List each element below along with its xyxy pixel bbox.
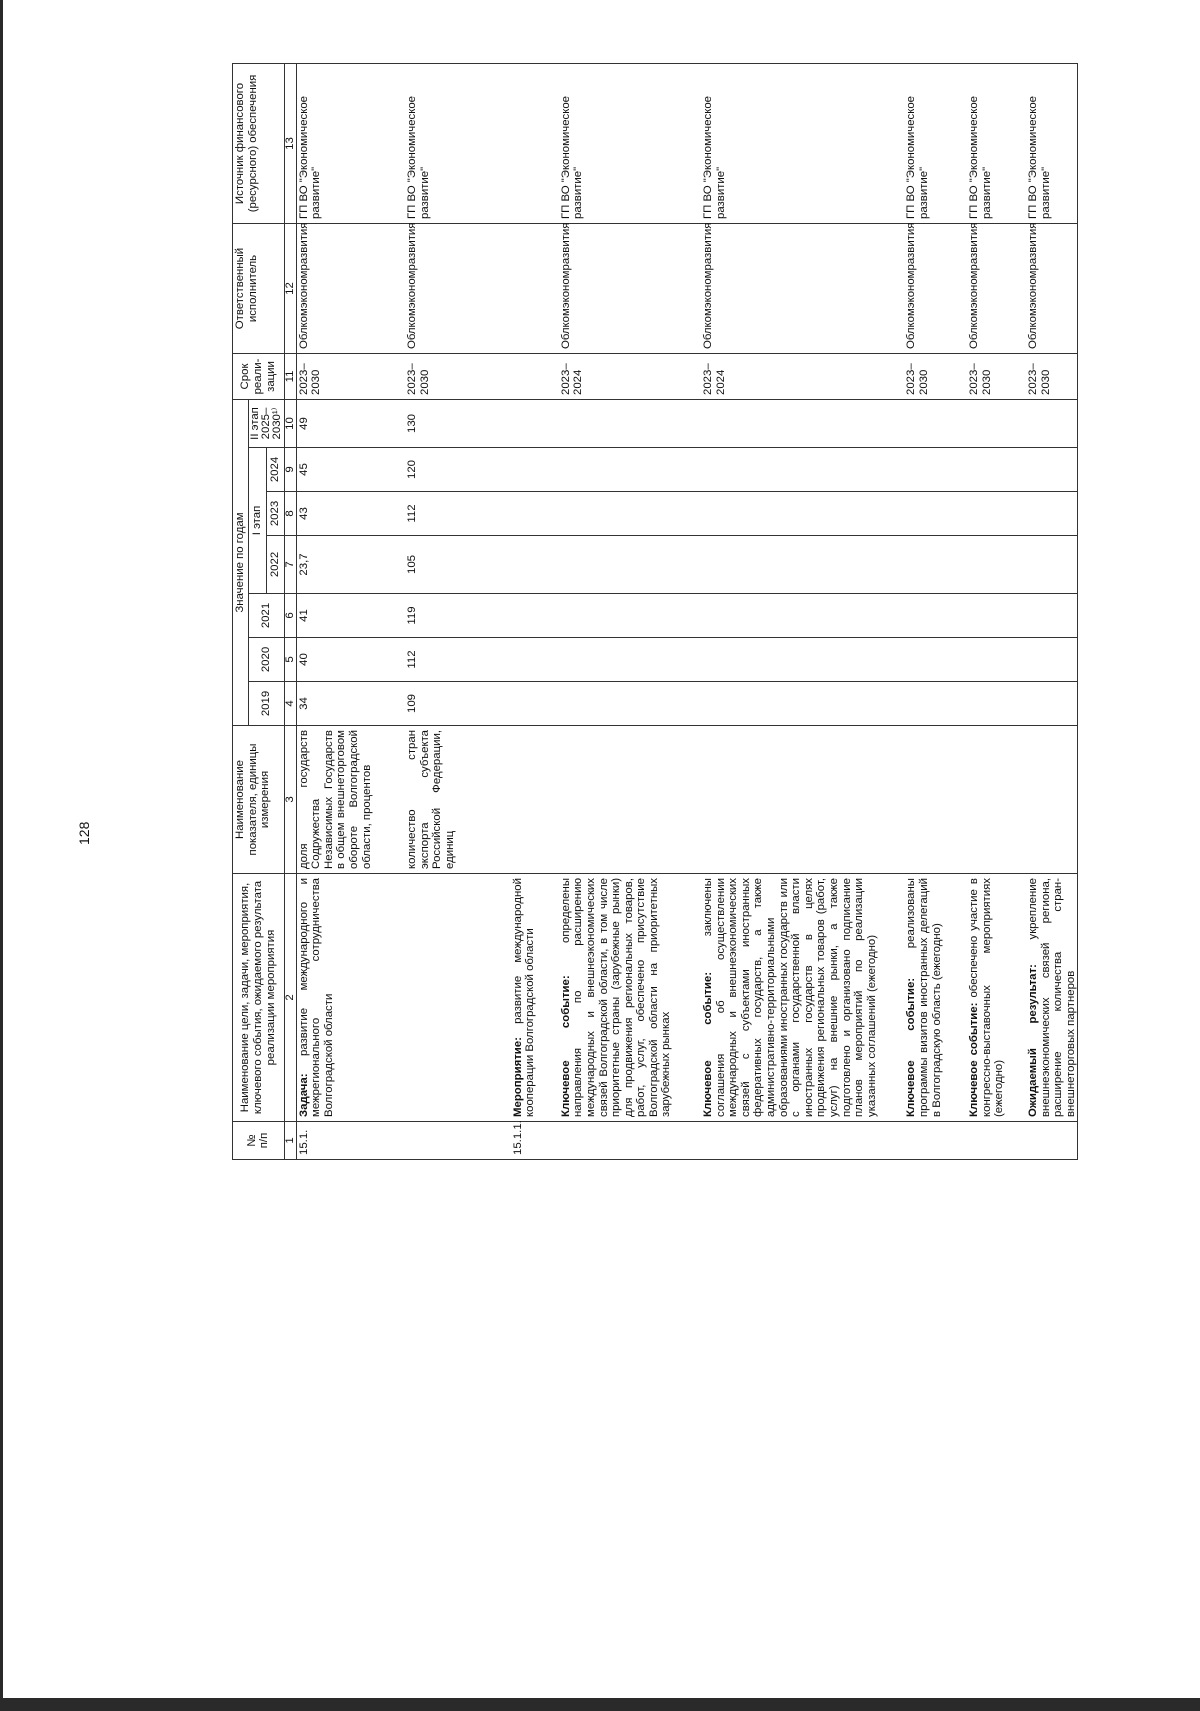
scan-edge-left — [0, 0, 3, 1711]
row-number — [904, 1122, 957, 1160]
row-lead-label: Ключевое событие: — [702, 972, 715, 1117]
header-source: Источник финансового (ресурсного) обеспечения — [233, 64, 285, 224]
row-executor — [511, 224, 549, 354]
row-name-text: развитие международной кооперации Волгоградской области — [511, 877, 537, 1117]
row-value — [1026, 638, 1078, 682]
row-executor: Облкомэкономразвития — [1026, 224, 1078, 354]
row-lead-label: Ключевое событие: — [905, 977, 918, 1117]
row-value — [1026, 594, 1078, 638]
row-value — [511, 448, 549, 492]
row-source: ГП ВО "Экономическое развитие" — [904, 64, 957, 224]
header-term: Срок реали- зации — [233, 354, 285, 400]
colnum: 13 — [284, 64, 296, 224]
row-term: 2023– 2030 — [296, 354, 395, 400]
row-spacer — [501, 64, 511, 1160]
row-indicator — [904, 726, 957, 874]
row-value: 120 — [405, 448, 500, 492]
header-year-2021: 2021 — [248, 594, 284, 638]
row-source: ГП ВО "Экономическое развитие" — [405, 64, 500, 224]
rotated-table-page — [232, 64, 1200, 1160]
colnum: 4 — [284, 682, 296, 726]
row-term: 2023– 2024 — [559, 354, 691, 400]
row-value: 41 — [296, 594, 395, 638]
row-number: 15.1. — [296, 1122, 395, 1160]
row-value — [904, 400, 957, 448]
row-value — [967, 594, 1016, 638]
row-indicator — [511, 726, 549, 874]
row-value — [1026, 536, 1078, 594]
row-lead-label: Ключевое событие: — [968, 1002, 981, 1117]
row-gap — [298, 1056, 310, 1074]
table-body — [296, 64, 1078, 1160]
row-indicator — [1026, 726, 1078, 874]
row-value — [701, 492, 894, 536]
row-spacer — [691, 64, 701, 1160]
row-number — [405, 1122, 500, 1160]
row-term: 2023– 2024 — [701, 354, 894, 400]
colnum: 6 — [284, 594, 296, 638]
row-value — [511, 594, 549, 638]
row-indicator: доля государств Содружества Независимых Государств в общем внешнеторговом обороте Волгоградской области, процентов — [296, 726, 395, 874]
row-spacer — [957, 64, 967, 1160]
row-value — [967, 400, 1016, 448]
row-term: 2023– 2030 — [1026, 354, 1078, 400]
table-row — [296, 64, 395, 1160]
header-no: № п/п — [233, 1122, 285, 1160]
row-gap — [560, 943, 572, 975]
row-value — [559, 594, 691, 638]
row-name — [559, 874, 691, 1122]
row-value — [967, 682, 1016, 726]
row-indicator — [559, 726, 691, 874]
row-gap — [968, 998, 980, 1003]
row-source — [511, 64, 549, 224]
colnum: 3 — [284, 726, 296, 874]
row-value — [559, 448, 691, 492]
row-value — [967, 448, 1016, 492]
row-term — [511, 354, 549, 400]
row-value: 34 — [296, 682, 395, 726]
row-value — [559, 638, 691, 682]
program-table — [232, 63, 1078, 1160]
row-gap — [1027, 940, 1039, 965]
row-number — [701, 1122, 894, 1160]
header-year-2020: 2020 — [248, 638, 284, 682]
row-value — [701, 536, 894, 594]
row-source: ГП ВО "Экономическое развитие" — [559, 64, 691, 224]
row-value — [511, 682, 549, 726]
colnum: 8 — [284, 492, 296, 536]
table-header — [233, 64, 297, 1160]
row-value — [904, 448, 957, 492]
row-value — [559, 536, 691, 594]
row-value — [904, 492, 957, 536]
row-value — [1026, 492, 1078, 536]
row-value: 23,7 — [296, 536, 395, 594]
row-value — [904, 536, 957, 594]
row-name — [904, 874, 957, 1122]
row-name-text: укрепление внешнеэкономических связей региона, расширение количества стран-внешнеторговых партнеров — [1026, 878, 1077, 1117]
table-row — [967, 64, 1016, 1160]
colnum: 7 — [284, 536, 296, 594]
row-value — [511, 638, 549, 682]
colnum: 11 — [284, 354, 296, 400]
row-value: 49 — [296, 400, 395, 448]
row-name — [405, 874, 500, 1122]
row-indicator — [967, 726, 1016, 874]
row-spacer — [1016, 64, 1026, 1160]
header-stage-2: II этап 2025– 2030¹⁾ — [248, 400, 284, 448]
table-row — [559, 64, 691, 1160]
row-name — [511, 874, 549, 1122]
colnum: 5 — [284, 638, 296, 682]
row-value: 40 — [296, 638, 395, 682]
header-year-2022: 2022 — [266, 536, 284, 594]
row-spacer — [894, 64, 904, 1160]
table-row — [405, 64, 500, 1160]
header-indicator: Наименование показателя, единицы измерения — [233, 726, 285, 874]
row-executor: Облкомэкономразвития — [296, 224, 395, 354]
row-executor: Облкомэкономразвития — [405, 224, 500, 354]
header-stage-1: I этап — [248, 448, 266, 594]
row-value — [904, 594, 957, 638]
row-value — [511, 492, 549, 536]
row-name-text: заключены соглашения об осуществлении международных и внешнеэкономических связей с субъектами иностранных федеративных государств, а также административно-территориальными образованиями иностранных государств или с органами государственной власти иностранных государств в целях продвижения региональных товаров (работ, услуг) на внешние рынки, а также подготовлено и организовано подписание планов мероприятий по реализации указанных соглашений (ежегодно) — [702, 878, 878, 1117]
row-number — [559, 1122, 691, 1160]
colnum: 9 — [284, 448, 296, 492]
row-number — [1026, 1122, 1078, 1160]
row-value: 105 — [405, 536, 500, 594]
row-name-text: определены направления по расширению международных и внешнеэкономических связей Волгоградской области, в том числе приоритетные страны (зарубежные рынки) для продвижения региональных товаров, работ, услуг, обеспечено присутствие Волгоградской области на приоритетных зарубежных рынках — [559, 878, 673, 1117]
row-source: ГП ВО "Экономическое развитие" — [296, 64, 395, 224]
row-name-text: обеспечено участие в конгрессно-выставочных мероприятиях (ежегодно) — [968, 878, 1006, 1117]
row-value — [701, 682, 894, 726]
column-number-row — [284, 64, 296, 1160]
header-executor: Ответственный исполнитель — [233, 224, 285, 354]
row-executor: Облкомэкономразвития — [559, 224, 691, 354]
row-value — [701, 400, 894, 448]
row-value: 112 — [405, 492, 500, 536]
row-lead-label: Ключевое событие: — [559, 975, 572, 1117]
header-year-2023: 2023 — [266, 492, 284, 536]
row-value — [511, 400, 549, 448]
colnum: 12 — [284, 224, 296, 354]
row-indicator: количество стран экспорта субъекта Российской Федерации, единиц — [405, 726, 500, 874]
row-number: 15.1.1. — [511, 1122, 549, 1160]
row-executor: Облкомэкономразвития — [701, 224, 894, 354]
row-name — [701, 874, 894, 1122]
row-indicator — [701, 726, 894, 874]
colnum: 10 — [284, 400, 296, 448]
row-source: ГП ВО "Экономическое развитие" — [967, 64, 1016, 224]
scan-edge-bottom — [0, 1698, 1200, 1711]
row-name-text: реализованы программы визитов иностранных делегаций в Волгоградскую область (ежегодно) — [905, 878, 943, 1117]
colnum: 2 — [284, 874, 296, 1122]
row-value — [967, 638, 1016, 682]
row-value — [701, 594, 894, 638]
row-name — [1026, 874, 1078, 1122]
row-value: 130 — [405, 400, 500, 448]
row-name — [296, 874, 395, 1122]
row-term: 2023– 2030 — [904, 354, 957, 400]
row-value — [1026, 400, 1078, 448]
row-value — [904, 682, 957, 726]
table-row — [904, 64, 957, 1160]
row-value: 112 — [405, 638, 500, 682]
row-executor: Облкомэкономразвития — [967, 224, 1016, 354]
row-gap — [702, 936, 714, 972]
row-executor: Облкомэкономразвития — [904, 224, 957, 354]
row-gap — [512, 1024, 524, 1037]
row-value — [1026, 448, 1078, 492]
row-name-text: развитие международного и межрегионального сотрудничества Волгоградской области — [297, 878, 335, 1117]
row-value — [1026, 682, 1078, 726]
header-values: Значение по годам — [233, 400, 249, 726]
row-value: 43 — [296, 492, 395, 536]
row-number — [967, 1122, 1016, 1160]
row-gap — [905, 948, 917, 978]
row-lead-label: Задача: — [297, 1073, 310, 1117]
row-value: 119 — [405, 594, 500, 638]
row-value — [559, 400, 691, 448]
row-value — [904, 638, 957, 682]
row-value: 109 — [405, 682, 500, 726]
row-term: 2023– 2030 — [967, 354, 1016, 400]
row-value — [967, 536, 1016, 594]
table-row — [1026, 64, 1078, 1160]
row-value — [559, 492, 691, 536]
header-year-2024: 2024 — [266, 448, 284, 492]
row-value — [967, 492, 1016, 536]
table-row — [511, 64, 549, 1160]
row-value — [511, 536, 549, 594]
row-value: 45 — [296, 448, 395, 492]
row-spacer — [395, 64, 405, 1160]
row-value — [701, 638, 894, 682]
row-lead-label: Ожидаемый результат: — [1026, 964, 1039, 1117]
colnum: 1 — [284, 1122, 296, 1160]
page-number: 128 — [76, 821, 92, 845]
row-source: ГП ВО "Экономическое развитие" — [1026, 64, 1078, 224]
row-lead-label: Мероприятие: — [511, 1037, 524, 1117]
row-spacer — [549, 64, 559, 1160]
table-row — [701, 64, 894, 1160]
header-year-2019: 2019 — [248, 682, 284, 726]
row-term: 2023– 2030 — [405, 354, 500, 400]
row-source: ГП ВО "Экономическое развитие" — [701, 64, 894, 224]
row-name — [967, 874, 1016, 1122]
header-name: Наименование цели, задачи, мероприятия, ключевого события, ожидаемого результата реализации мероприятия — [233, 874, 285, 1122]
row-value — [701, 448, 894, 492]
row-value — [559, 682, 691, 726]
